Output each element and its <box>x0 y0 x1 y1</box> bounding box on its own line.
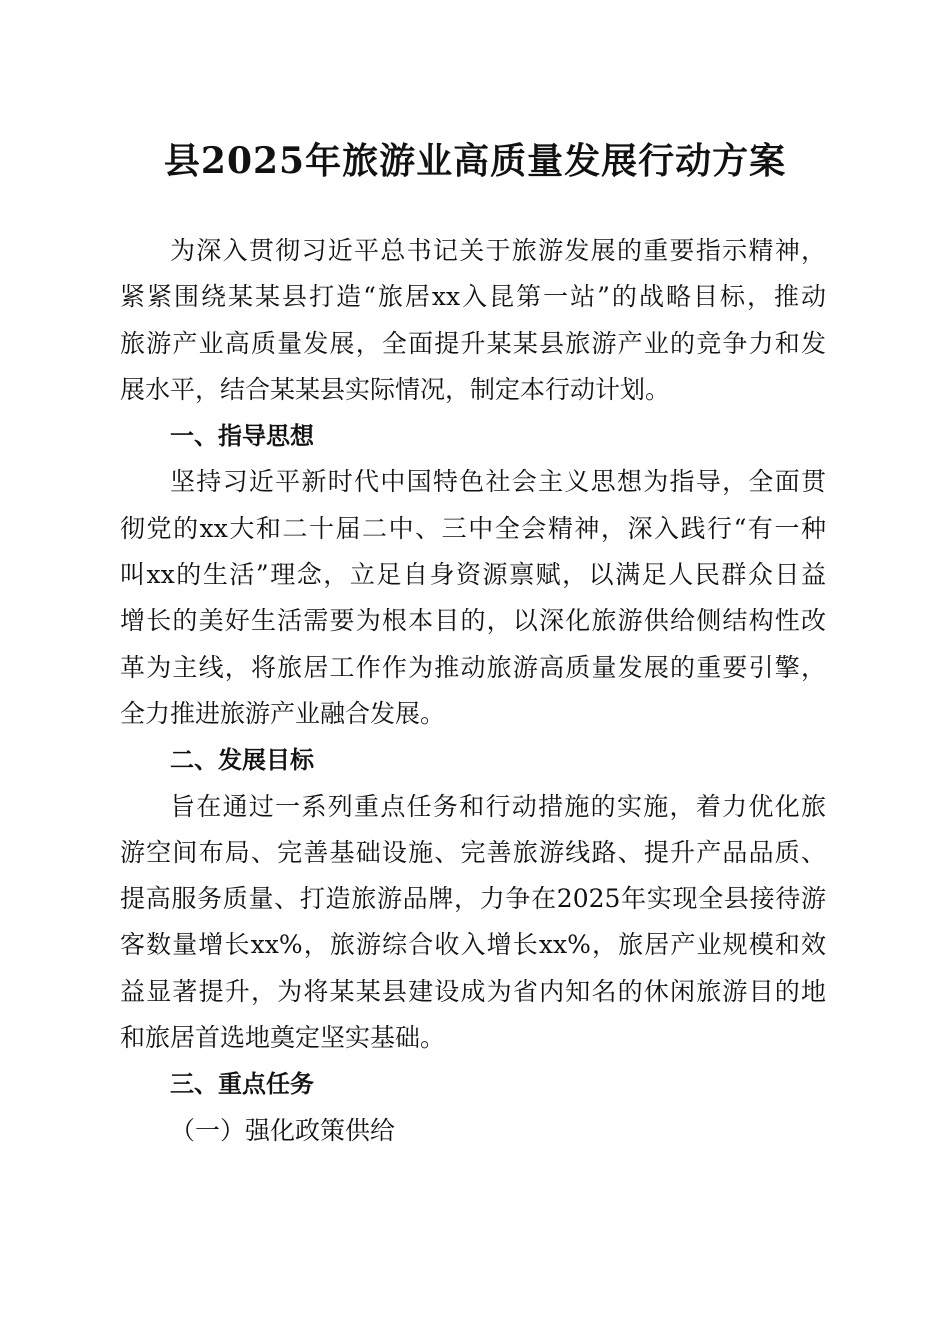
paragraph-line: 坚持习近平新时代中国特色社会主义思想为指导，全面贯 <box>170 467 826 497</box>
paragraph-line: 彻党的xx大和二十届二中、三中全会精神，深入践行“有一种 <box>120 513 826 543</box>
paragraph-line: 和旅居首选地奠定坚实基础。 <box>120 1023 446 1053</box>
section-heading: 三、重点任务 <box>170 1070 314 1099</box>
paragraph-line: 客数量增长xx%，旅游综合收入增长xx%，旅居产业规模和效 <box>120 930 826 960</box>
paragraph-line: 游空间布局、完善基础设施、完善旅游线路、提升产品品质、 <box>120 837 826 867</box>
subsection-heading: （一）强化政策供给 <box>170 1115 396 1145</box>
paragraph-line: 旨在通过一系列重点任务和行动措施的实施，着力优化旅 <box>170 791 826 821</box>
paragraph-line: 革为主线，将旅居工作作为推动旅游高质量发展的重要引擎， <box>120 652 826 682</box>
section-heading: 一、指导思想 <box>170 422 314 451</box>
document-body <box>120 228 826 1154</box>
section-heading: 二、发展目标 <box>170 746 314 775</box>
paragraph-line: 提高服务质量、打造旅游品牌，力争在2025年实现全县接待游 <box>120 884 826 914</box>
paragraph-line: 紧紧围绕某某县打造“旅居xx入昆第一站”的战略目标，推动 <box>120 282 826 312</box>
paragraph-line: 叫xx的生活”理念，立足自身资源禀赋，以满足人民群众日益 <box>120 560 826 590</box>
paragraph-line: 旅游产业高质量发展，全面提升某某县旅游产业的竞争力和发 <box>120 328 826 358</box>
paragraph-line: 全力推进旅游产业融合发展。 <box>120 698 446 728</box>
paragraph-line: 为深入贯彻习近平总书记关于旅游发展的重要指示精神， <box>170 236 826 265</box>
document-title: 县2025年旅游业高质量发展行动方案 <box>163 140 787 182</box>
paragraph-line: 益显著提升，为将某某县建设成为省内知名的休闲旅游目的地 <box>120 976 826 1006</box>
paragraph-line: 展水平，结合某某县实际情况，制定本行动计划。 <box>120 374 671 404</box>
paragraph-line: 增长的美好生活需要为根本目的，以深化旅游供给侧结构性改 <box>120 606 826 636</box>
